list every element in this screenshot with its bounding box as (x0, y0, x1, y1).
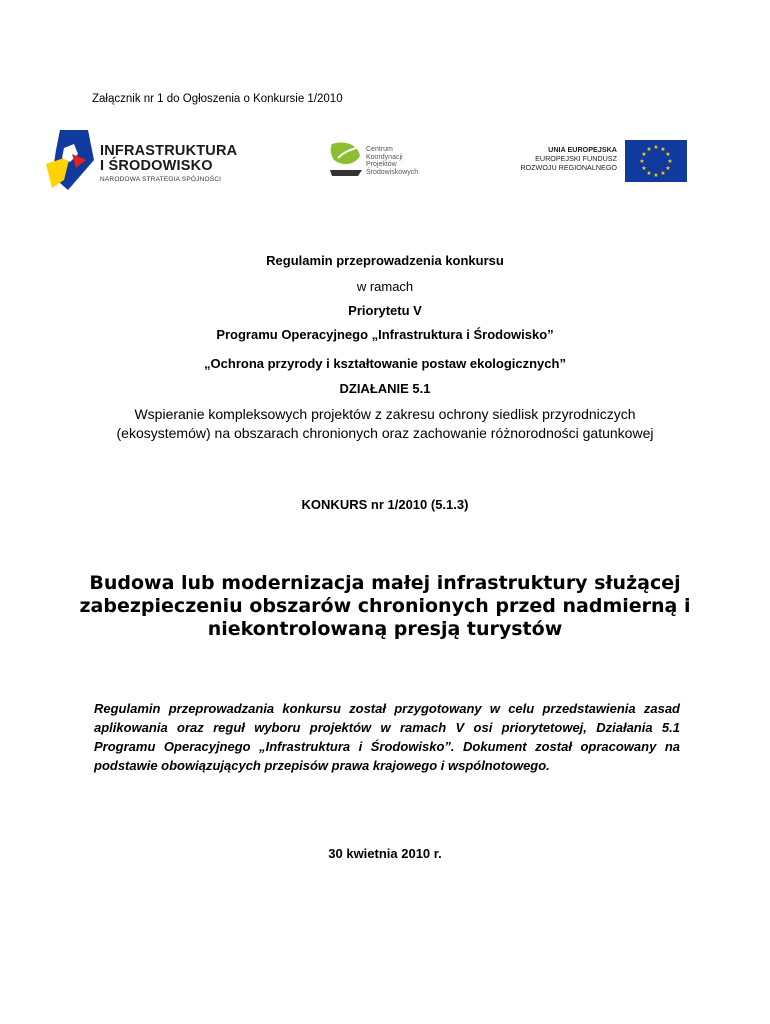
ckps-logo-line4: Środowiskowych (366, 168, 419, 176)
eu-logo-line1: UNIA EUROPEJSKA (548, 145, 617, 154)
ckps-logo-line2: Koordynacji (366, 153, 403, 161)
svg-text:★: ★ (665, 165, 671, 172)
eu-logo-line3: ROZWOJU REGIONALNEGO (520, 163, 617, 172)
infrastruktura-logo-line3: NARODOWA STRATEGIA SPÓJNOŚCI (100, 176, 222, 183)
document-date: 30 kwietnia 2010 r. (328, 846, 442, 861)
ckps-logo-line3: Projektów (366, 161, 397, 168)
leaf-logo-icon (328, 140, 364, 180)
svg-text:★: ★ (646, 170, 652, 177)
w-ramach-text: w ramach (356, 279, 414, 294)
eu-logo (505, 140, 687, 182)
programme-heading: Programu Operacyjnego „Infrastruktura i Środowisko” (216, 327, 554, 342)
measure-description: Wspieranie kompleksowych projektów z zakresu ochrony siedlisk przyrodniczych (ekosystemów) na obszarach chronionych oraz zachowanie różnorodności gatunkowej (116, 406, 654, 441)
contest-number: KONKURS nr 1/2010 (5.1.3) (301, 497, 469, 512)
contest-subject-title: Budowa lub modernizacja małej infrastruktury służącej zabezpieczeniu obszarów chronionych przed nadmierną i niekontrolowaną presją turystów (79, 572, 691, 640)
document-title: Regulamin przeprowadzenia konkursu (266, 253, 504, 268)
infrastruktura-srodowisko-logo (46, 130, 246, 192)
priority-name-heading: „Ochrona przyrody i kształtowanie postaw ekologicznych” (204, 356, 566, 371)
svg-text:★: ★ (665, 151, 671, 158)
measure-heading: DZIAŁANIE 5.1 (339, 381, 431, 396)
svg-text:★: ★ (641, 165, 647, 172)
svg-text:★: ★ (660, 146, 666, 153)
svg-text:★: ★ (667, 158, 673, 165)
svg-text:★: ★ (653, 172, 659, 179)
attachment-note: Załącznik nr 1 do Ogłoszenia o Konkursie 1/2010 (92, 93, 343, 105)
svg-text:★: ★ (653, 144, 659, 151)
infrastruktura-logo-line1: INFRASTRUKTURA (100, 143, 238, 159)
svg-text:★: ★ (660, 170, 666, 177)
svg-text:★: ★ (646, 146, 652, 153)
eu-logo-line2: EUROPEJSKI FUNDUSZ (535, 154, 617, 163)
infrastruktura-logo-line2: I ŚRODOWISKO (100, 158, 213, 174)
svg-text:★: ★ (641, 151, 647, 158)
eu-flag-icon (625, 140, 687, 182)
infrastruktura-logo-mark-icon (46, 130, 96, 192)
ckps-logo (328, 140, 448, 180)
intro-paragraph: Regulamin przeprowadzania konkursu został przygotowany w celu przedstawienia zasad aplikowania oraz reguł wyboru projektów w ramach V osi priorytetowej, Działania 5.1 Programu Operacyjnego „Infrastruktura i Środowisko”. Dokument został opracowany na podstawie obowiązujących przepisów prawa krajowego i wspólnotowego. (94, 701, 680, 773)
priority-heading: Priorytetu V (348, 303, 422, 318)
svg-text:★: ★ (639, 158, 645, 165)
ckps-logo-line1: Centrum (366, 146, 393, 153)
